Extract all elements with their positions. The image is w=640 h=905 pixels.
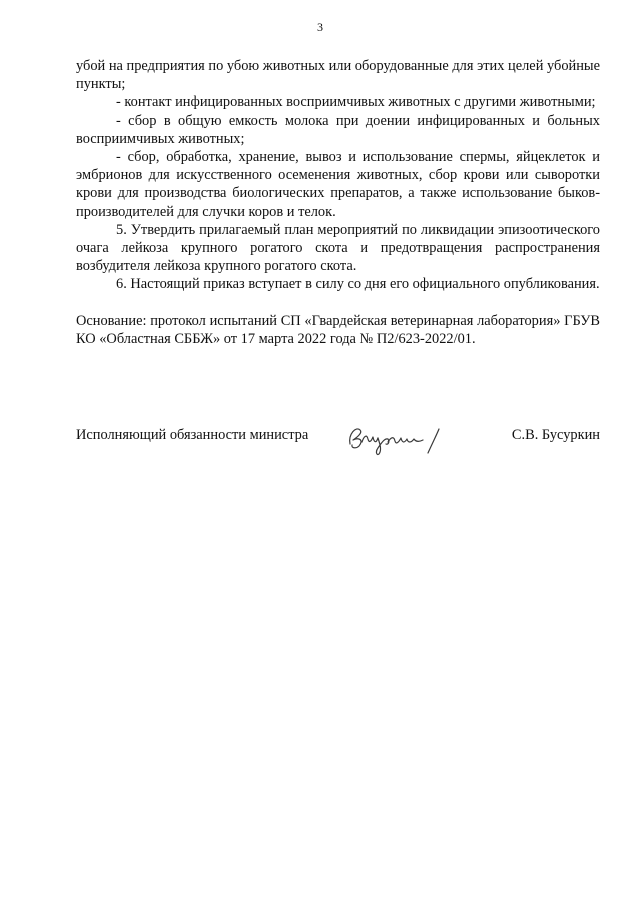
paragraph-animal-contact: - контакт инфицированных восприимчивых животных с другими животными; xyxy=(116,94,596,111)
paragraph-item-5: 5. Утвердить прилагаемый план мероприятий по ликвидации эпизоотического очага лейкоза крупного рогатого скота и предотвращения распространения возбудителя лейкоза крупного рогатого скота. xyxy=(76,221,600,275)
paragraph-semen-embryos: - сбор, обработка, хранение, вывоз и использование спермы, яйцеклеток и эмбрионов для искусственного осеменения животных, сбор крови или сыворотки крови для производства биологических препаратов, а также использование быков-производителей для случки коров и телок. xyxy=(76,149,600,220)
basis-paragraph: Основание: протокол испытаний СП «Гвардейская ветеринарная лаборатория» ГБУВ КО «Областная СББЖ» от 17 марта 2022 года № П2/623-2022/01. xyxy=(76,312,600,348)
paragraph-milk-collection: - сбор в общую емкость молока при доении инфицированных и больных восприимчивых животных; xyxy=(76,112,600,147)
handwritten-signature xyxy=(344,420,456,456)
signatory-name: С.В. Бусуркин xyxy=(511,427,600,443)
signatory-title: Исполняющий обязанности министра xyxy=(76,427,309,443)
document-body xyxy=(76,57,600,348)
signature-block xyxy=(76,420,600,456)
page-number: 3 xyxy=(317,20,323,34)
paragraph-slaughter-continuation: убой на предприятия по убою животных или оборудованные для этих целей убойные пункты; xyxy=(76,58,600,93)
paragraph-item-6: 6. Настоящий приказ вступает в силу со дня его официального опубликования. xyxy=(116,276,600,293)
